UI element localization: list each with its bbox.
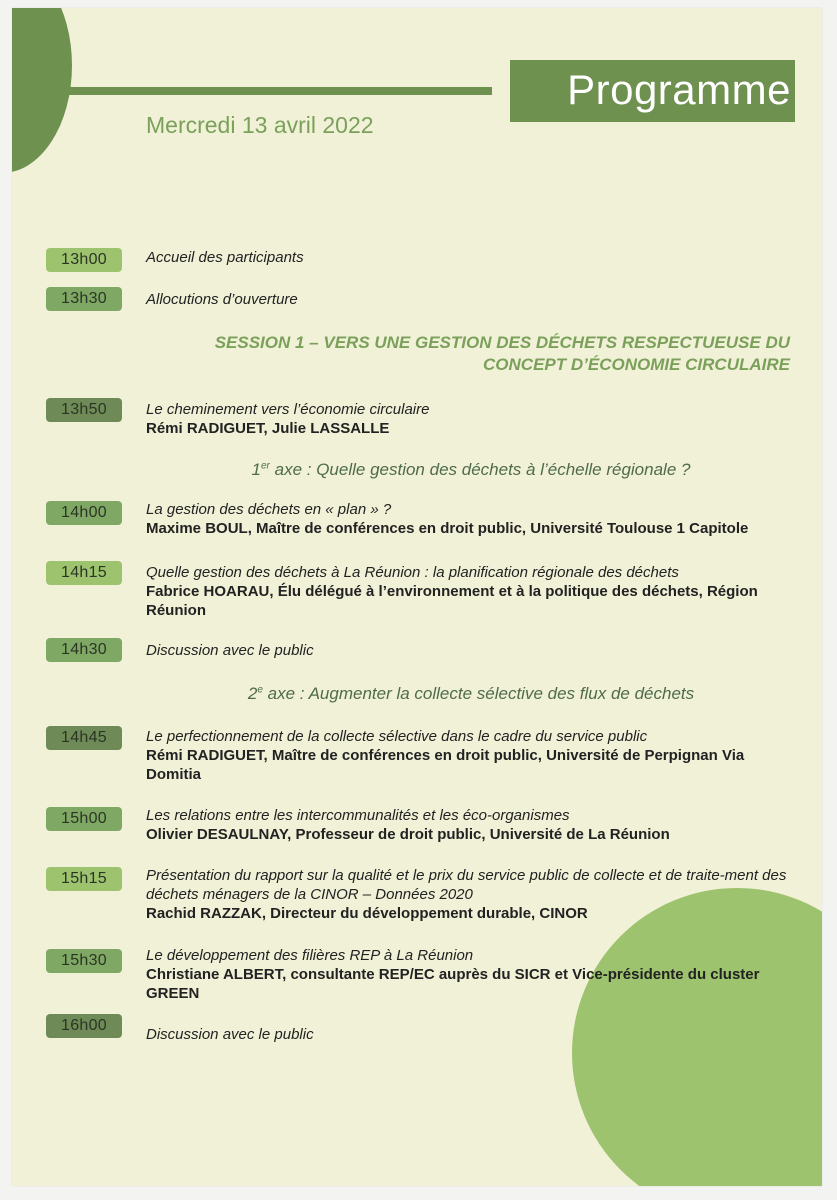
time-badge: 13h00 xyxy=(46,248,122,272)
time-badge: 15h30 xyxy=(46,949,122,973)
axis-number: 2 xyxy=(247,684,258,703)
item-title: Le cheminement vers l’économie circulaire xyxy=(146,401,430,418)
event-date: Mercredi 13 avril 2022 xyxy=(146,112,374,138)
item-speakers: Rémi RADIGUET, Julie LASSALLE xyxy=(146,420,390,437)
item-speakers: Fabrice HOARAU, Élu délégué à l’environnement et à la politique des déchets, Région Réunion xyxy=(146,583,758,619)
agenda-item xyxy=(146,1025,796,1044)
agenda-item xyxy=(146,248,796,267)
axis-heading-1 xyxy=(146,460,796,480)
time-badge: 13h30 xyxy=(46,287,122,311)
item-title: Accueil des participants xyxy=(146,249,304,266)
header-rule xyxy=(64,87,492,95)
agenda-item xyxy=(146,727,796,784)
decorative-circle-top-left xyxy=(12,8,72,173)
agenda-item xyxy=(146,946,796,1003)
agenda-item xyxy=(146,641,796,660)
item-speakers: Maxime BOUL, Maître de conférences en droit public, Université Toulouse 1 Capitole xyxy=(146,520,749,537)
axis-number: 1 xyxy=(251,460,261,479)
time-badge: 14h15 xyxy=(46,561,122,585)
agenda-item xyxy=(146,866,796,923)
axis-text: axe : Augmenter la collecte sélective des flux de déchets xyxy=(262,684,695,703)
axis-ordinal: e xyxy=(257,684,263,696)
agenda-item xyxy=(146,400,796,438)
item-speakers: Rachid RAZZAK, Directeur du développement durable, CINOR xyxy=(146,905,588,922)
page-title: Programme xyxy=(567,66,791,113)
item-title: Le développement des filières REP à La Réunion xyxy=(146,947,474,964)
item-title: Les relations entre les intercommunalités et les éco-organismes xyxy=(146,807,570,824)
time-badge: 15h00 xyxy=(46,807,122,831)
session-line-1: SESSION 1 – VERS UNE GESTION DES DÉCHETS RESPECTUEUSE DU xyxy=(214,333,790,352)
programme-page xyxy=(12,8,822,1186)
item-title: Le perfectionnement de la collecte sélective dans le cadre du service public xyxy=(146,728,648,745)
item-title: Discussion avec le public xyxy=(146,1026,314,1043)
item-speakers: Christiane ALBERT, consultante REP/EC auprès du SICR et Vice-présidente du cluster GREEN xyxy=(146,966,760,1002)
time-badge: 14h45 xyxy=(46,726,122,750)
time-badge: 13h50 xyxy=(46,398,122,422)
time-badge: 15h15 xyxy=(46,867,122,891)
time-badge: 16h00 xyxy=(46,1014,122,1038)
session-heading xyxy=(146,332,790,376)
item-title: Discussion avec le public xyxy=(146,642,314,659)
item-title: Allocutions d’ouverture xyxy=(146,291,298,308)
item-title: Présentation du rapport sur la qualité et le prix du service public de collecte et de traite-ment des déchets ménagers de la CINOR – Données 2020 xyxy=(146,867,787,903)
agenda-item xyxy=(146,806,796,844)
agenda-item xyxy=(146,563,796,620)
item-speakers: Rémi RADIGUET, Maître de conférences en droit public, Université de Perpignan Via Domitia xyxy=(146,747,745,783)
title-banner xyxy=(510,60,795,122)
agenda-item xyxy=(146,500,796,538)
axis-heading-2 xyxy=(146,684,796,704)
agenda-item xyxy=(146,290,796,309)
axis-ordinal: er xyxy=(261,460,270,472)
item-speakers: Olivier DESAULNAY, Professeur de droit public, Université de La Réunion xyxy=(146,826,670,843)
axis-text: axe : Quelle gestion des déchets à l’échelle régionale ? xyxy=(269,460,691,479)
item-title: La gestion des déchets en « plan » ? xyxy=(146,501,392,518)
session-line-2: CONCEPT D’ÉCONOMIE CIRCULAIRE xyxy=(483,355,790,374)
time-badge: 14h00 xyxy=(46,501,122,525)
item-title: Quelle gestion des déchets à La Réunion : la planification régionale des déchets xyxy=(146,564,679,581)
time-badge: 14h30 xyxy=(46,638,122,662)
